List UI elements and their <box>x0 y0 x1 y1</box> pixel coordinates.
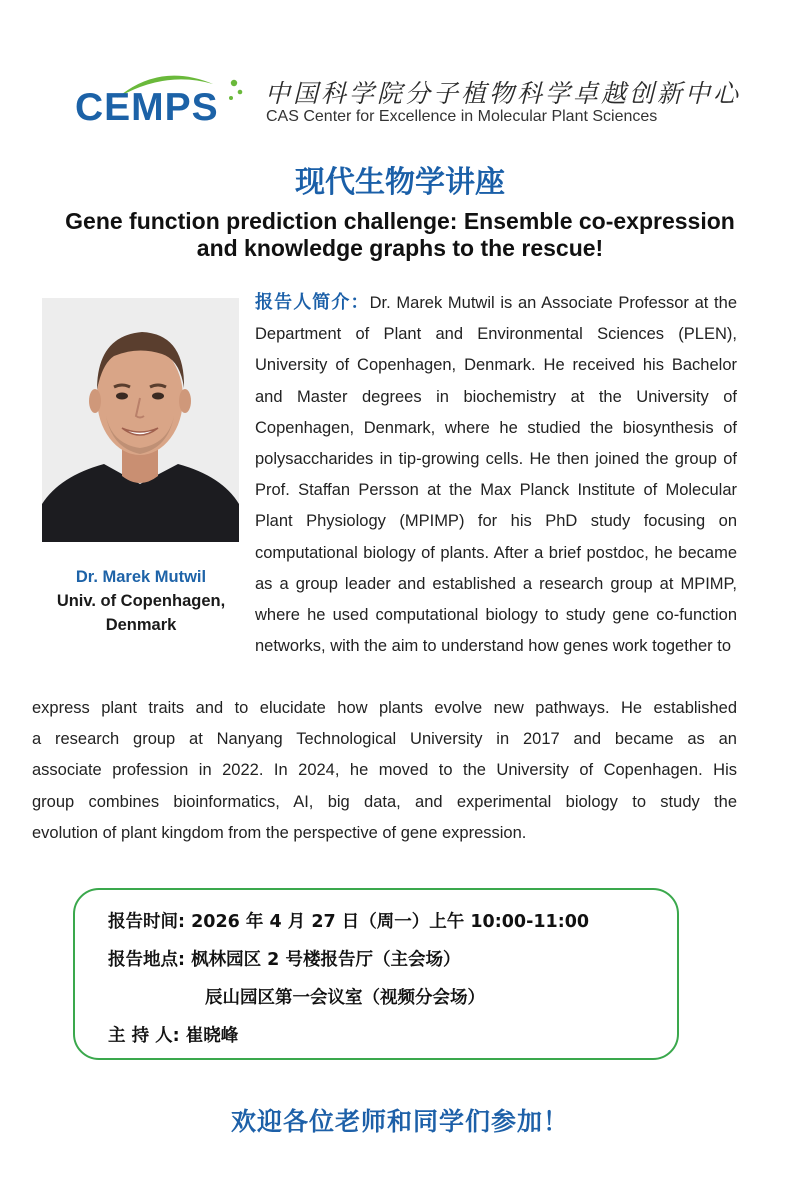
event-location-2 <box>205 984 485 1009</box>
bio-text: Dr. Marek Mutwil is an Associate Professor at the Department of Plant and Environmental Sciences (PLEN), University of Copenhagen, Denmark. He received his Bachelor and Master degrees in biochemistry at the University of Copenhagen, Denmark, where he studied the biosynthesis of polysaccharides in tip-growing cells. He then joined the group of Prof. Staffan Persson at the Max Planck Institute of Molecular Plant Physiology (MPIMP) for his PhD study focusing on computational biology of plants. After a brief postdoc, he became as a group leader and established a research group at MPIMP, where he used computational biology to study gene co-function networks, with the aim to understand how genes work together to <box>255 294 737 656</box>
speaker-photo <box>42 298 239 542</box>
bio-label: 报告人简介： <box>255 292 370 313</box>
bio-line: express plant traits and to elucidate how plants evolve new pathways. He established <box>32 699 737 717</box>
event-host <box>108 1022 238 1047</box>
event-location <box>108 946 460 971</box>
bio-line: associate profession in 2022. In 2024, he moved to the University of Copenhagen. His <box>32 761 737 780</box>
logo-text: CEMPS <box>75 86 219 129</box>
speaker-affiliation: Univ. of Copenhagen, Denmark <box>56 592 226 634</box>
speaker-bio-part-1 <box>255 287 737 662</box>
event-info-box <box>73 888 679 1060</box>
header <box>75 60 742 132</box>
event-location-value-1: 枫林园区 2 号楼报告厅（主会场） <box>191 950 461 970</box>
event-time <box>108 908 589 933</box>
speaker-bio-part-2 <box>32 693 737 849</box>
event-host-label: 主 持 人: <box>108 1026 180 1046</box>
institution-name-cn: 中国科学院分子植物科学卓越创新中心 <box>265 79 742 108</box>
bio-line: a research group at Nanyang Technological University in 2017 and became as an <box>32 730 737 749</box>
event-host-value: 崔晓峰 <box>185 1026 239 1046</box>
series-title: 现代生物学讲座 <box>295 165 505 200</box>
event-location-value-2: 辰山园区第一会议室（视频分会场） <box>205 988 485 1008</box>
bio-line: group combines bioinformatics, AI, big data, and experimental biology to study the <box>32 792 737 811</box>
speaker-caption <box>36 565 246 637</box>
talk-title: Gene function prediction challenge: Ensemble co-expression and knowledge graphs to the rescue! <box>65 208 735 261</box>
event-location-label: 报告地点: <box>108 950 185 970</box>
welcome-footer: 欢迎各位老师和同学们参加！ <box>230 1107 569 1136</box>
event-time-value: 2026 年 4 月 27 日（周一）上午 10:00-11:00 <box>191 912 590 932</box>
speaker-name: Dr. Marek Mutwil <box>75 568 207 586</box>
institution-name-en: CAS Center for Excellence in Molecular Plant Sciences <box>266 108 658 125</box>
bio-line: evolution of plant kingdom from the perspective of gene expression. <box>32 823 527 842</box>
event-time-label: 报告时间: <box>108 912 185 932</box>
